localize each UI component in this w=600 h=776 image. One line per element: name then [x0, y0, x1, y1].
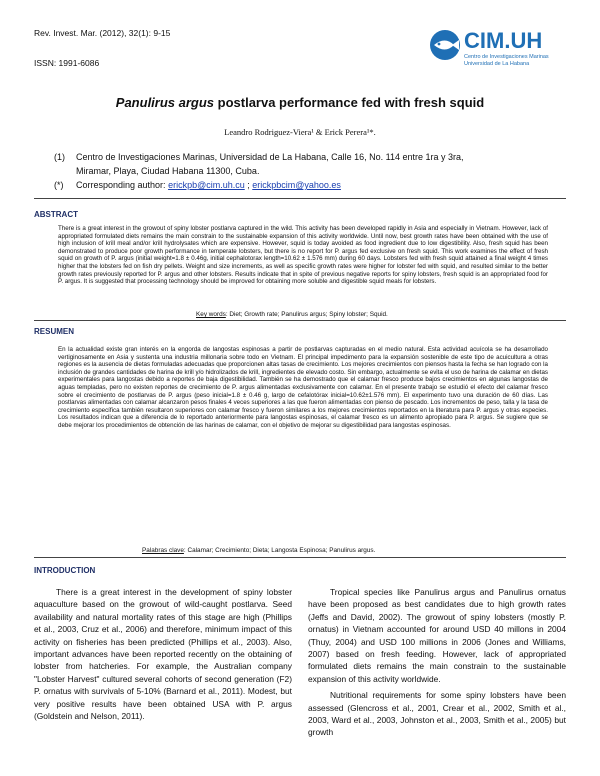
- divider: [34, 198, 566, 199]
- logo-subtitle-line1: Centro de Investigaciones Marinas: [464, 54, 549, 60]
- cim-uh-logo: [428, 24, 568, 74]
- title-species: Panulirus argus: [115, 95, 215, 110]
- logo-name: CIM.UH: [464, 28, 543, 53]
- resumen-body: En la actualidad existe gran interés en la engorda de langostas espinosas a partir de postlarvas capturadas en el medio natural. Esta actividad acuícola se ha desarrollado vertiginosamente en Asia y sustenta una industria millonaria sobre todo en Vietnam. El principal impedimento para la expansión sostenible de este tipo de acuicultura a otras regiones es la ausencia de dietas formuladas adecuadas que proporcionen altas tasas de crecimiento. Los mejores crecimientos con piensos hasta la fecha se han logrado con la inclusión de grandes cantidades de harina de krill y/o hidrolizados de krill, ingredientes de elevado costo. Sin embargo, actualmente se evita el uso de harina de calamar en dietas experimentales para langostas debido a reportes de baja digestibilidad. También se ha demostrado que el calamar fresco produce bajos crecimientos en algunas langostas de aguas templadas, pero no existen reportes de crecimiento de P. argus alimentadas exclusivamente con calamar. En el presente trabajo se estudió el efecto del calamar fresco sobre el crecimiento de postlarvas de P. argus (peso inicial=1.8 ± 0.46 g, largo de cefalotórax inicial=10.62±1.576 mm). El experimento tuvo una duración de 60 días. Las postlarvas alimentadas con calamar alcanzaron pesos finales 4 veces superiores a las que fueron alimentadas con pienso de pescado. Los incrementos de peso, talla y la tasa de crecimiento específica también resultaron superiores con calamar fresco y fueron similares a los mejores crecimientos reportados en la literatura para P. argus y otras especies. Los resultados indican que a diferencia de lo reportado anteriormente para langostas espinosas, el calamar fresco es un alimento apropiado para P. argus. Se sugiere que se debe mejorar los procedimientos de obtención de las harinas de calamar, con el objetivo de mejorar su digestibilidad para langostas espinosas.: [58, 346, 548, 429]
- intro-left-column: [34, 586, 292, 726]
- intro-paragraph-2: Tropical species like Panulirus argus and Panulirus ornatus have been proposed as best candidates due to high growth rates (Jeffs and David, 2002). The growout of spiny lobsters (mostly P. ornatus) in Vietnam accounted for around USD 40 millons in 2004 (Thuy, 2004) and USD 100 millions in 2006 (Jones and Williams, 2007) based on fresh feeding. However, lack of appropriated formulated diets remains the main constrain to the sustainable expansion of this activity worldwide.: [308, 587, 566, 684]
- corresponding-author: [54, 178, 574, 192]
- divider: [34, 320, 566, 321]
- affiliation-1: [54, 150, 574, 164]
- authors: Leandro Rodriguez-Viera¹ & Erick Perera¹*.: [224, 127, 376, 137]
- resumen-keywords: [142, 547, 375, 554]
- keywords-label: Key words: [196, 311, 226, 318]
- introduction-heading: INTRODUCTION: [34, 566, 96, 575]
- affiliation-1-label: (1): [54, 152, 65, 162]
- paper-title: [0, 95, 600, 110]
- intro-paragraph-3: Nutritional requirements for some spiny lobsters have been assessed (Glencross et al., 2001, Crear et al., 2002, Smith et al., 2003, Ward et al., 2003, Johnston et al., 2003, Smith et al., 2005) but growth: [308, 690, 566, 738]
- email-separator: ;: [244, 180, 253, 190]
- journal-header: [34, 26, 170, 86]
- affiliation-1-line2: Miramar, Playa, Ciudad Habana 11300, Cuba.: [76, 166, 260, 176]
- affiliation-1-line1: Centro de Investigaciones Marinas, Universidad de La Habana, Calle 16, No. 114 entre 1ra y 3ra,: [76, 152, 464, 162]
- divider: [34, 557, 566, 558]
- journal-citation: Rev. Invest. Mar. (2012), 32(1): 9-15: [34, 28, 171, 38]
- corresponding-text: Corresponding author:: [76, 180, 169, 190]
- abstract-keywords: [196, 311, 388, 318]
- logo-subtitle: [464, 54, 549, 68]
- abstract-body: There is a great interest in the growout of spiny lobster postlarva captured in the wild. This activity has been developed rapidly in Asia and especially in Vietnam. However, lack of appropriated formulated diets remains the main constrain to the sustainable expansion of this activity worldwide. Until now, best growth rates have been obtained with the use of high inclusion of krill meal and/or krill hydrolysates which are expensive. However, squid is today avoided as food ingredient due to low digestibility. Also, fresh squid has been demonstrated to produce poor growth performance in temperate lobsters, but there is no report for P. argus fed exclusive on fresh squid. This work examines the effect of fresh squid on growth of P. argus (initial weight=1.8 ± 0.46g, initial cephalotorax length=10.62 ± 1.576 mm) during 60 days. Lobsters fed with fresh squid attained a final weight 4 times higher that the lobsters fed on fish dry pellets. Weight and size increments, as well as specific growth rates were higher for lobster fed with squid, and resulted similar to the better growth rates previously reported for P. argus and other lobsters. Results indicate that in spite of previous negative reports for spiny lobsters, fresh squid is an appropriated food for P. argus. It is suggested that processing technology should be improved for obtaining more soluble and digestible squid meals for lobsters.: [58, 225, 548, 286]
- email-link-2[interactable]: erickpbcim@yahoo.es: [252, 180, 341, 190]
- affiliations: [54, 150, 574, 192]
- corresponding-label: (*): [54, 180, 64, 190]
- logo-subtitle-line2: Universidad de La Habana: [464, 61, 530, 67]
- intro-right-column: [308, 586, 566, 743]
- fish-logo-icon: [428, 28, 462, 62]
- resumen-heading: RESUMEN: [34, 327, 75, 336]
- abstract-heading: ABSTRACT: [34, 210, 78, 219]
- intro-paragraph-1: There is a great interest in the development of spiny lobster aquaculture based on the growout of wild-caught postlarva. Seed availability and natural mortality rates of this stage are high (Phillips et al., 2003, Cruz et al., 2006) and therefore, minimum impact of this activity on fisheries has been predicted (Phillips et al., 2003). Also, important advances have been reported recently on the obtaining of lobster from hatcheries. For example, the Australian company "Lobster Harvest" cultured several cohorts of second generation (F2) P. ornatus with survivals of 5-10% (Barnard et al., 2011). Modest, but very positive results have been obtained USA with P. argus (Goldstein and Nelson, 2011).: [34, 587, 292, 722]
- keywords-text: : Diet; Growth rate; Panulirus argus; Spiny lobster; Squid.: [225, 311, 388, 318]
- palabras-clave-label: Palabras clave: [142, 547, 184, 554]
- palabras-clave-text: : Calamar; Crecimiento; Dieta; Langosta Espinosa; Panulirus argus.: [183, 547, 376, 554]
- email-link-1[interactable]: erickpb@cim.uh.cu: [168, 180, 245, 190]
- issn: ISSN: 1991-6086: [34, 58, 100, 68]
- title-rest: postlarva performance fed with fresh squid: [214, 95, 485, 110]
